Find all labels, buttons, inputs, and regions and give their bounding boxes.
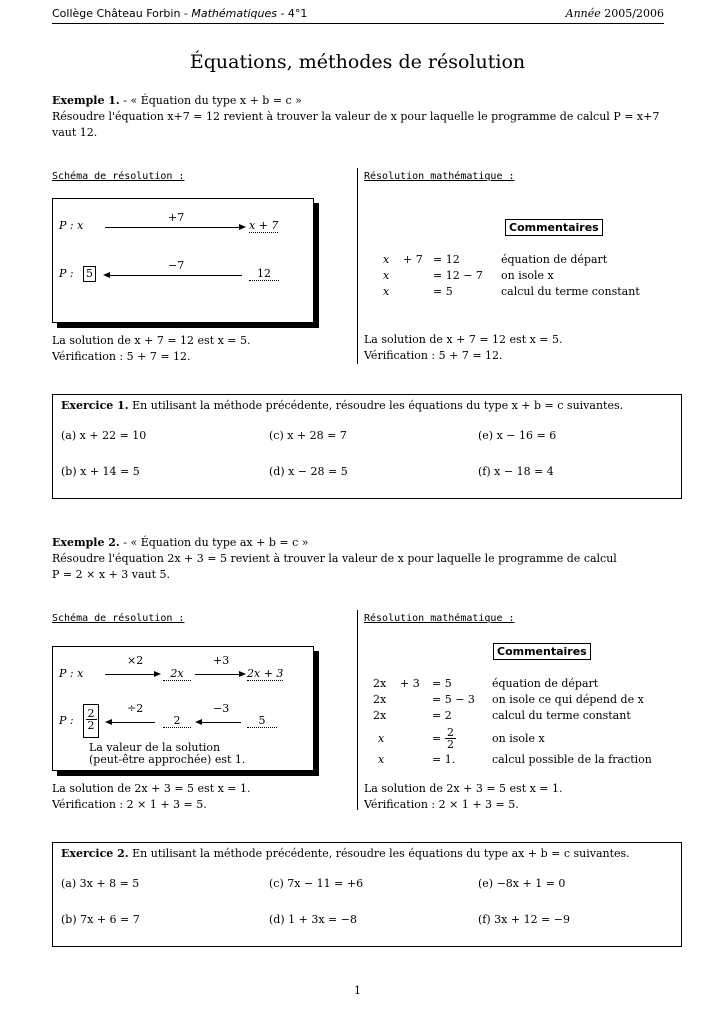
example1-step-row <box>370 285 670 301</box>
example1-resolution-title: Résolution mathématique : <box>364 171 515 182</box>
example1-title: - « Équation du type x + b = c » <box>119 94 302 107</box>
exercise2-frame <box>52 842 682 947</box>
exercise2-item: (a) 3x + 8 = 5 <box>61 877 140 890</box>
example1-solution-left: La solution de x + 7 = 12 est x = 5. <box>52 334 251 347</box>
step-rhs: = 2 <box>432 709 452 722</box>
example2-title: - « Équation du type ax + b = c » <box>119 536 309 549</box>
step-lhs: 2x <box>373 677 387 690</box>
schema1-row2-op: −7 <box>168 259 185 272</box>
step-rhs: = 5 − 3 <box>432 693 475 706</box>
exercise2-text: En utilisant la méthode précédente, résoudre les équations du type ax + b = c suivantes. <box>128 847 630 860</box>
exercise1-statement <box>61 399 681 412</box>
example2-steps <box>370 677 690 772</box>
schema2-row1-label: P : x <box>59 667 84 680</box>
header-year: 2005/2006 <box>600 7 664 20</box>
schema1-row1-op: +7 <box>168 211 185 224</box>
schema2-row2-op1: ÷2 <box>127 702 144 715</box>
exercise1-item: (f) x − 18 = 4 <box>478 465 554 478</box>
step-rhs-fraction: $\frac{2}{2}$ <box>447 726 454 751</box>
header-year-label: Année <box>565 7 601 20</box>
example2-schema-title: Schéma de résolution : <box>52 613 185 624</box>
example1-heading <box>52 93 672 108</box>
step-lhs-term: + 3 <box>400 677 420 690</box>
example2-step-row <box>370 725 690 753</box>
example1-schema-title: Schéma de résolution : <box>52 171 185 182</box>
step-equals: = <box>432 732 442 745</box>
schema2-note-line1: La valeur de la solution <box>89 741 221 754</box>
schema2-solution-fraction: $\frac{2}{2}$ <box>87 707 95 732</box>
schema2-arrowhead-right-2 <box>239 671 246 677</box>
schema1-row1-label: P : x <box>59 219 84 232</box>
exercise2-item: (f) 3x + 12 = −9 <box>478 913 570 926</box>
exercise1-text: En utilisant la méthode précédente, résoudre les équations du type x + b = c suivantes. <box>128 399 624 412</box>
example2-heading <box>52 535 672 550</box>
step-lhs: 2x <box>373 693 387 706</box>
exercise1-label: Exercice 1. <box>61 399 129 412</box>
example2-solution-left: La solution de 2x + 3 = 5 est x = 1. <box>52 782 251 795</box>
example1-step-row <box>370 253 670 269</box>
schema2-arrow-back-2 <box>201 722 241 723</box>
schema2-row2-value: 5 <box>247 714 277 728</box>
page-title: Équations, méthodes de résolution <box>189 51 526 73</box>
schema2-arrowhead-right-1 <box>154 671 161 677</box>
exercise1-item: (b) x + 14 = 5 <box>61 465 140 478</box>
step-rhs: = 5 <box>432 677 452 690</box>
schema1-arrowhead-right <box>239 224 246 230</box>
step-rhs: = 12 <box>433 253 460 266</box>
example1-intro-line1: Résoudre l'équation x+7 = 12 revient à trouver la valeur de x pour laquelle le programme de calcul P = x+7 <box>52 110 660 123</box>
example2-verification-right: Vérification : 2 × 1 + 3 = 5. <box>364 798 519 811</box>
example1-verification-left: Vérification : 5 + 7 = 12. <box>52 350 191 363</box>
step-comment: calcul du terme constant <box>492 709 631 722</box>
example2-step-row <box>370 753 690 769</box>
example1-intro-line2: vaut 12. <box>52 126 98 139</box>
exercise1-item: (a) x + 22 = 10 <box>61 429 147 442</box>
schema1-arrow-forward <box>105 227 240 228</box>
step-comment: on isole x <box>501 269 554 282</box>
page-header <box>52 7 664 23</box>
header-left <box>52 7 307 20</box>
step-comment: équation de départ <box>492 677 599 690</box>
example2-solution-right: La solution de 2x + 3 = 5 est x = 1. <box>364 782 563 795</box>
header-class: - 4°1 <box>276 7 308 20</box>
example2-label: Exemple 2. <box>52 536 120 549</box>
schema2-note-line2: (peut-être approchée) est 1. <box>89 753 246 766</box>
exercise2-item: (e) −8x + 1 = 0 <box>478 877 566 890</box>
example1-column-divider <box>357 168 358 364</box>
schema1-row2-label: P : <box>59 267 74 280</box>
step-comment: calcul possible de la fraction <box>492 753 652 766</box>
example2-verification-left: Vérification : 2 × 1 + 3 = 5. <box>52 798 207 811</box>
header-right <box>566 7 664 20</box>
example2-step-row <box>370 693 690 709</box>
step-lhs: x <box>383 253 390 266</box>
schema1-row2-value: 12 <box>249 267 279 281</box>
example2-intro-line1: Résoudre l'équation 2x + 3 = 5 revient à trouver la valeur de x pour laquelle le programme de calcul <box>52 552 617 565</box>
step-rhs: = 5 <box>433 285 453 298</box>
schema2-row1-op2: +3 <box>213 654 230 667</box>
schema1-box <box>52 198 314 323</box>
example2-comments-label: Commentaires <box>493 643 591 660</box>
exercise2-item: (c) 7x − 11 = +6 <box>269 877 364 890</box>
schema2-arrow-back-1 <box>111 722 155 723</box>
example1-step-row <box>370 269 670 285</box>
example2-column-divider <box>357 610 358 810</box>
schema2-row2-label: P : <box>59 714 74 727</box>
example1-solution-right: La solution de x + 7 = 12 est x = 5. <box>364 333 563 346</box>
schema2-row1-result: 2x + 3 <box>247 667 284 680</box>
step-comment: on isole ce qui dépend de x <box>492 693 644 706</box>
schema2-row2-op2: −3 <box>213 702 230 715</box>
exercise2-statement <box>61 847 681 860</box>
example1-comments-label: Commentaires <box>505 219 603 236</box>
exercise1-frame <box>52 394 682 499</box>
schema2-row1-op1: ×2 <box>127 654 144 667</box>
example2-resolution-title: Résolution mathématique : <box>364 613 515 624</box>
example2-intro-line2: P = 2 × x + 3 vaut 5. <box>52 568 170 581</box>
schema1-solution-box: 5 <box>83 266 96 282</box>
step-comment: calcul du terme constant <box>501 285 640 298</box>
step-comment: équation de départ <box>501 253 608 266</box>
exercise2-label: Exercice 2. <box>61 847 129 860</box>
header-rule <box>52 23 664 24</box>
step-lhs: x <box>383 269 390 282</box>
schema2-box <box>52 646 314 771</box>
step-lhs: x <box>383 285 390 298</box>
schema2-row1-mid: 2x <box>163 667 191 681</box>
page-number: 1 <box>354 984 361 997</box>
step-lhs-term: + 7 <box>403 253 423 266</box>
header-school: Collège Château Forbin - <box>52 7 192 20</box>
schema2-solution-box <box>83 704 99 738</box>
step-rhs: = 12 − 7 <box>433 269 483 282</box>
step-lhs: 2x <box>373 709 387 722</box>
example2-step-row <box>370 709 690 725</box>
step-lhs: x <box>378 732 385 745</box>
example1-verification-right: Vérification : 5 + 7 = 12. <box>364 349 503 362</box>
exercise2-item: (b) 7x + 6 = 7 <box>61 913 140 926</box>
schema1-row1-result: x + 7 <box>249 219 279 232</box>
header-subject: Mathématiques <box>191 7 277 20</box>
exercise1-item: (e) x − 16 = 6 <box>478 429 557 442</box>
step-comment: on isole x <box>492 732 545 745</box>
step-rhs: = 1. <box>432 753 456 766</box>
schema2-arrow-forward-2 <box>195 674 240 675</box>
exercise1-item: (d) x − 28 = 5 <box>269 465 348 478</box>
example1-label: Exemple 1. <box>52 94 120 107</box>
schema2-arrow-forward-1 <box>105 674 155 675</box>
exercise2-item: (d) 1 + 3x = −8 <box>269 913 357 926</box>
schema1-arrow-back <box>109 275 242 276</box>
step-lhs: x <box>378 753 385 766</box>
exercise1-item: (c) x + 28 = 7 <box>269 429 347 442</box>
example2-step-row <box>370 677 690 693</box>
schema2-row2-mid: 2 <box>163 714 191 728</box>
